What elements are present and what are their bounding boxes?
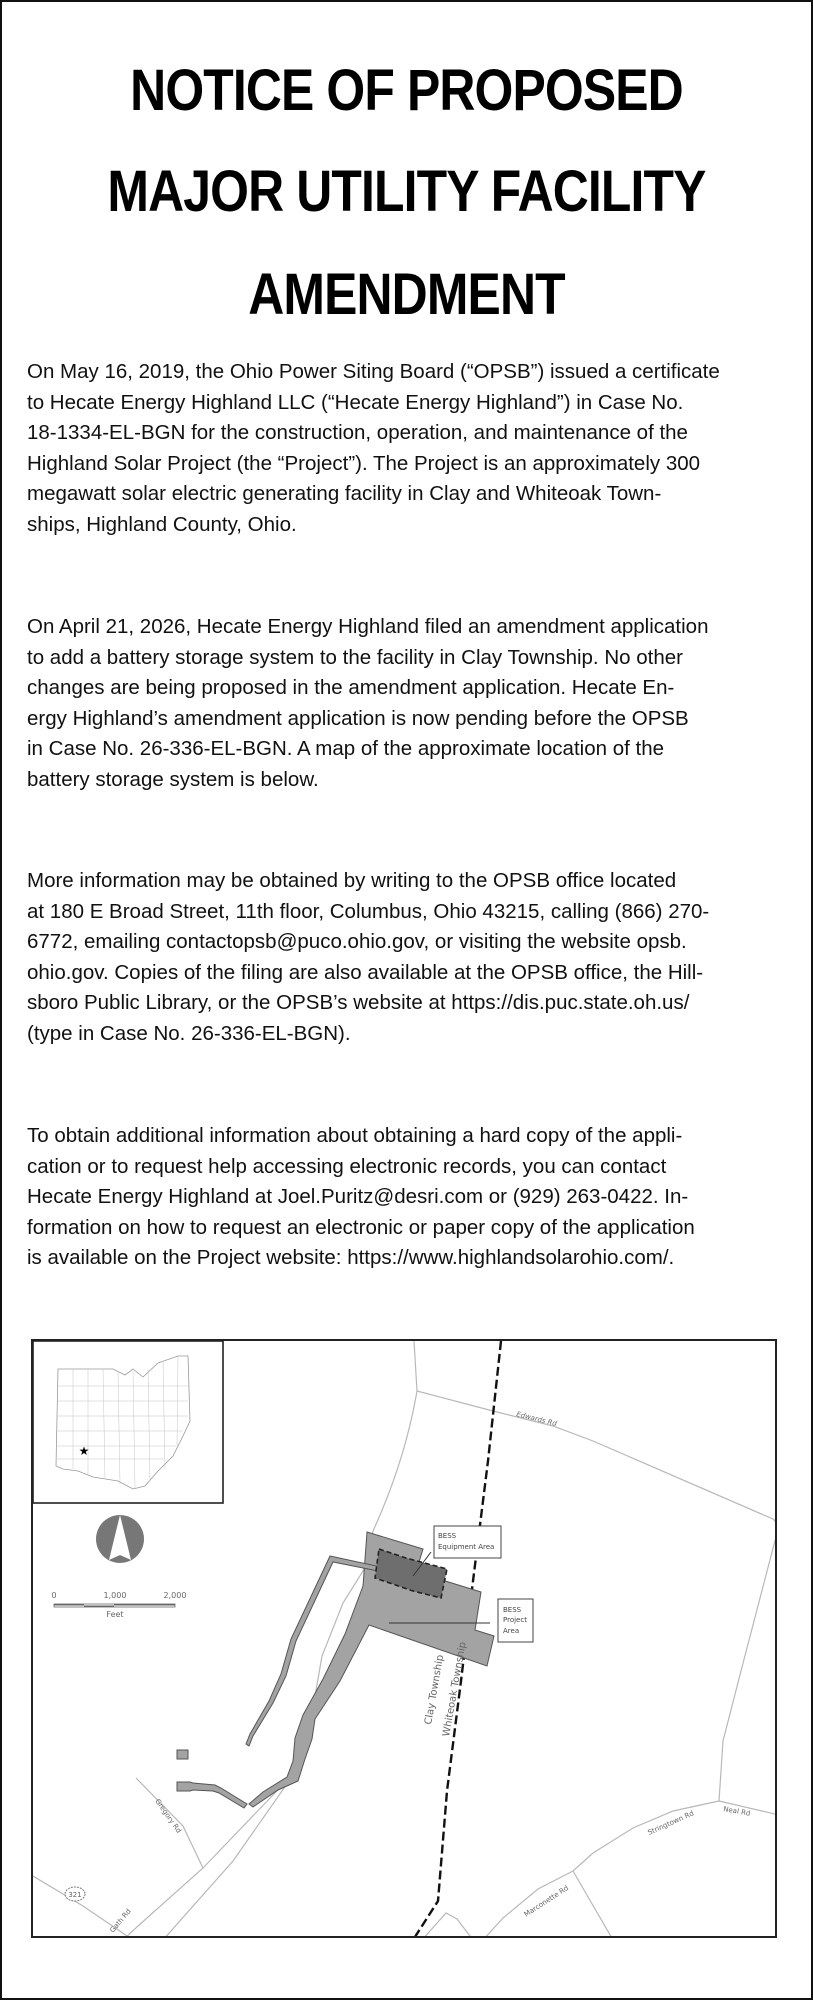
text-line: 6772, emailing contactopsb@puco.ohio.gov, or visiting the website opsb. xyxy=(27,930,687,953)
text-line: ships, Highland County, Ohio. xyxy=(27,512,297,536)
text-line: ohio.gov. Copies of the filing are also available at the OPSB office, the Hill- xyxy=(27,960,704,984)
text-line: formation on how to request an electronic or paper copy of the application xyxy=(27,1215,695,1239)
scale-label-0: 0 xyxy=(51,1591,57,1600)
callout-project-area xyxy=(498,1599,533,1642)
scale-bar xyxy=(51,1591,186,1619)
route-number: 321 xyxy=(68,1891,82,1899)
text-line: in Case No. 26-336-EL-BGN. A map of the approximate location of the xyxy=(27,737,664,760)
text-line: to Hecate Energy Highland LLC (“Hecate Energy Highland”) in Case No. xyxy=(27,390,684,414)
title-line-1: NOTICE OF PROPOSED xyxy=(130,58,683,123)
text-line: changes are being proposed in the amendment application. Hecate En- xyxy=(27,676,675,699)
road-marconette-spur xyxy=(573,1871,613,1938)
scale-label-1000: 1,000 xyxy=(103,1591,127,1600)
title-line-3: AMENDMENT xyxy=(248,262,565,327)
text-line: battery storage system is below. xyxy=(27,767,319,791)
callout-text: Project xyxy=(503,1616,527,1624)
road-label-edwards: Edwards Rd xyxy=(515,1410,558,1428)
road-east-vertical xyxy=(719,1519,777,1801)
township-label-clay: Clay Township xyxy=(423,1653,447,1726)
text-line: Highland Solar Project (the “Project”). The Project is an approximately 300 xyxy=(27,451,701,475)
scale-unit-label: Feet xyxy=(106,1610,124,1619)
text-line: megawatt solar electric generating facility in Clay and Whiteoak Town- xyxy=(27,482,662,505)
township-label-whiteoak: Whiteoak Township xyxy=(441,1641,469,1738)
text-line: at 180 E Broad Street, 11th floor, Columbus, Ohio 43215, calling (866) 270- xyxy=(27,899,710,923)
callout-text: Area xyxy=(503,1627,520,1635)
text-line: sboro Public Library, or the OPSB’s website at https://dis.puc.state.oh.us/ xyxy=(27,991,690,1014)
text-line: On April 21, 2026, Hecate Energy Highland filed an amendment application xyxy=(27,615,709,638)
star-icon: ★ xyxy=(78,1444,90,1458)
paragraph-amendment xyxy=(27,612,787,795)
paragraph-certificate xyxy=(27,357,787,540)
road-label-marconette: Marconette Rd xyxy=(522,1884,571,1919)
text-line: To obtain additional information about obtaining a hard copy of the appli- xyxy=(27,1124,683,1147)
text-line: cation or to request help accessing electronic records, you can contact xyxy=(27,1154,667,1178)
access-strip-southwest xyxy=(177,1782,247,1808)
callout-equipment-area xyxy=(434,1526,501,1558)
text-line: On May 16, 2019, the Ohio Power Siting Board (“OPSB”) issued a certificate xyxy=(27,360,720,383)
project-area xyxy=(177,1532,494,1808)
road-gath xyxy=(123,1771,296,1938)
paragraph-contact xyxy=(27,1121,787,1274)
road-label-stringtown: Stringtown Rd xyxy=(646,1809,696,1837)
scale-label-2000: 2,000 xyxy=(163,1591,187,1600)
text-line: to add a battery storage system to the facility in Clay Township. No other xyxy=(27,645,683,669)
north-arrow-icon xyxy=(96,1515,144,1563)
text-line: More information may be obtained by writing to the OPSB office located xyxy=(27,869,677,892)
paragraph-more-information xyxy=(27,866,787,1049)
text-line: (type in Case No. 26-336-EL-BGN). xyxy=(27,1021,351,1045)
callout-text: BESS xyxy=(438,1532,457,1540)
map-canvas xyxy=(33,1341,777,1938)
road-label-gregory: Gregory Rd xyxy=(153,1797,183,1835)
road-edwards xyxy=(417,1391,773,1519)
road-label-neal: Neal Rd xyxy=(722,1805,751,1818)
route-shield-321 xyxy=(65,1887,85,1901)
location-map xyxy=(31,1339,777,1938)
ohio-inset xyxy=(33,1341,223,1503)
title-line-2: MAJOR UTILITY FACILITY xyxy=(107,159,706,224)
text-line: Hecate Energy Highland at Joel.Puritz@desri.com or (929) 263-0422. In- xyxy=(27,1185,689,1208)
callout-text: BESS xyxy=(503,1606,522,1614)
access-pad-west xyxy=(177,1750,188,1759)
road-bottom-triangle xyxy=(422,1913,473,1938)
text-line: is available on the Project website: https://www.highlandsolarohio.com/. xyxy=(27,1246,675,1269)
road-label-gath: Gath Rd xyxy=(108,1907,133,1935)
text-line: 18-1334-EL-BGN for the construction, operation, and maintenance of the xyxy=(27,421,688,444)
callout-text: Equipment Area xyxy=(438,1543,495,1551)
text-line: ergy Highland’s amendment application is now pending before the OPSB xyxy=(27,706,689,730)
